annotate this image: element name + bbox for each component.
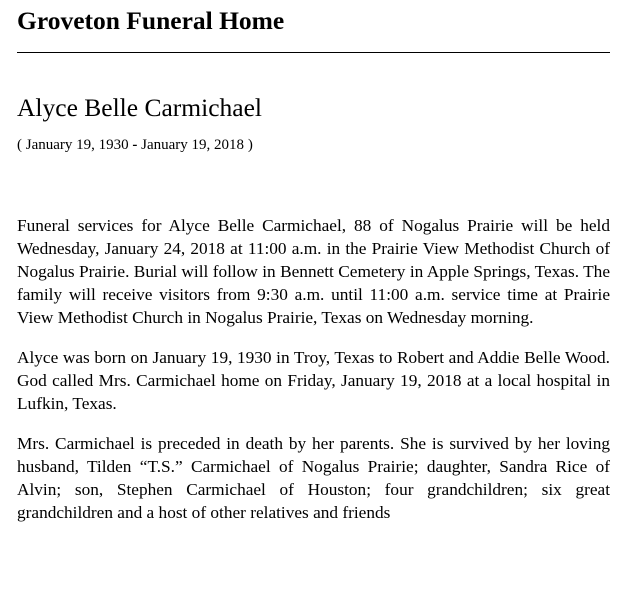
deceased-name: Alyce Belle Carmichael <box>17 93 262 122</box>
header-divider <box>17 52 610 53</box>
dates-open-paren: ( <box>17 137 26 153</box>
paragraph-services: Funeral services for Alyce Belle Carmichael, 88 of Nogalus Prairie will be held Wednesday, January 24, 2018 at 11:00 a.m. in the Prairie View Methodist Church of Nogalus Prairie. Burial will follow in Bennett Cemetery in Apple Springs, Texas. The family will receive visitors from 9:30 a.m. until 11:00 a.m. service time at Prairie View Methodist Church in Nogalus Prairie, Texas on Wednesday morning. <box>17 216 610 327</box>
paragraph-birth: Alyce was born on January 19, 1930 in Troy, Texas to Robert and Addie Belle Wood. God called Mrs. Carmichael home on Friday, January 19, 2018 at a local hospital in Lufkin, Texas. <box>17 348 610 413</box>
birth-date: January 19, 1930 <box>25 137 129 153</box>
dates-close-paren: ) <box>244 137 253 153</box>
life-dates <box>17 136 610 154</box>
obituary-body <box>17 214 610 524</box>
site-title: Groveton Funeral Home <box>17 6 285 35</box>
paragraph-survivors: Mrs. Carmichael is preceded in death by her parents. She is survived by her loving husband, Tilden “T.S.” Carmichael of Nogalus Prairie; daughter, Sandra Rice of Alvin; son, Stephen Carmichael of Houston; four grandchildren; six great grandchildren and a host of other relatives and friends <box>17 434 610 522</box>
dates-separator: - <box>128 137 142 153</box>
death-date: January 19, 2018 <box>141 137 245 153</box>
obituary-page <box>17 0 610 541</box>
